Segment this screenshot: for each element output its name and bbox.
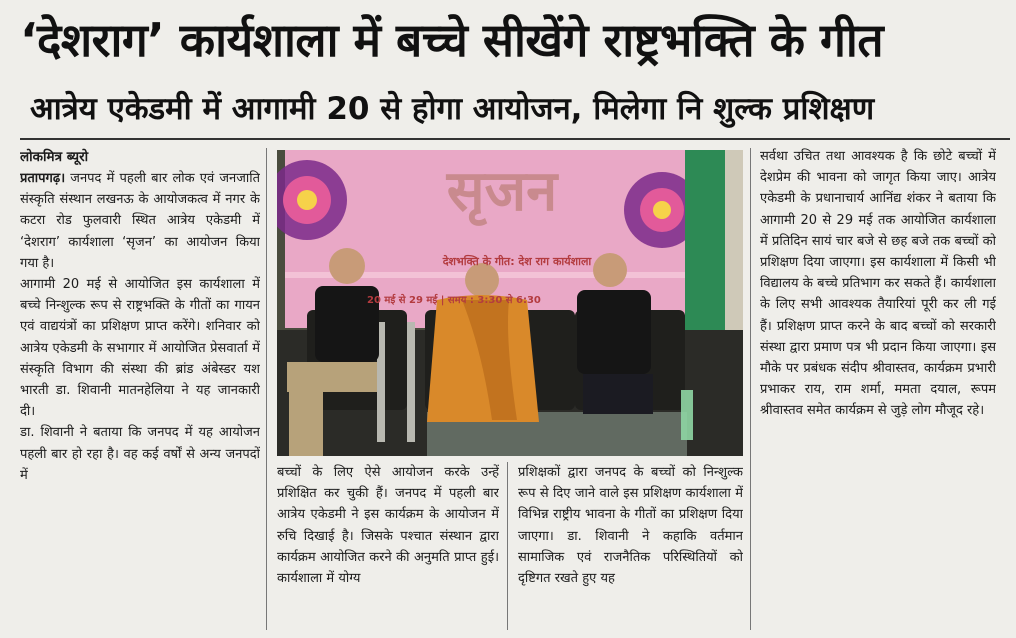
- paragraph-2: आगामी 20 मई से आयोजित इस कार्यशाला में बच्चे निन्शुल्क रूप से राष्ट्रभक्ति के गीतों का गायन एवं वाद्ययंत्रों का प्रशिक्षण प्राप्त करेंगे। शनिवार को आत्रेय एकेडमी के सभागार में आयोजित प्रेसवार्ता में संस्कृति विभाग की संस्था की ब्रांड अंबेस्डर यश भारती डा. शिवानी मातनहेलिया ने यह जानकारी दी।: [20, 277, 260, 420]
- column-2-text: बच्चों के लिए ऐसे आयोजन करके उन्हें प्रशिक्षित कर चुकी हैं। जनपद में पहली बार आत्रेय एकेडमी ने इस कार्यक्रम के आयोजन में रुचि दिखाई है। जिसके पश्चात संस्थान द्वारा कार्यक्रम आयोजित करने की अनुमति प्राप्त हुई। कार्यशाला में योग्य: [277, 465, 499, 587]
- banner-dates: 20 मई से 29 मई | समय : 3:30 से 6:30: [367, 295, 541, 306]
- subheadline: आत्रेय एकेडमी में आगामी 20 से होगा आयोजन, मिलेगा नि शुल्क प्रशिक्षण: [30, 91, 875, 127]
- paragraph-1: [20, 168, 260, 274]
- header-rule: [20, 138, 1010, 140]
- column-2: [277, 462, 499, 630]
- column-1: [20, 146, 260, 630]
- banner-subtitle: देशभक्ति के गीत: देश राग कार्यशाला: [442, 255, 592, 268]
- column-3-text: प्रशिक्षकों द्वारा जनपद के बच्चों को निन्शुल्क रूप से दिए जाने वाले इस प्रशिक्षण कार्यशाला में विभिन्न राष्ट्रीय भावना के गीतों का प्रशिक्षण दिया जाएगा। डा. शिवानी ने कहाकि वर्तमान सामाजिक एवं राजनैतिक परिस्थितियों को दृष्टिगत रखते हुए यह: [518, 465, 743, 587]
- column-divider: [266, 148, 267, 630]
- banner-title: सृजन: [446, 158, 558, 224]
- person-left-head: [329, 248, 365, 284]
- byline: लोकमित्र ब्यूरो: [20, 149, 89, 165]
- paragraph-1-text: जनपद में पहली बार लोक एवं जनजाति संस्कृति संस्थान लखनऊ के आयोजकत्व में नगर के कटरा रोड फुलवारी स्थित आत्रेय एकेडमी में ‘देशराग’ कार्यशाला ‘सृजन’ का आयोजन किया गया है।: [20, 171, 260, 271]
- headline: ‘देशराग’ कार्यशाला में बच्चे सीखेंगे राष्ट्रभक्ति के गीत: [20, 13, 884, 67]
- column-divider: [750, 148, 751, 630]
- dateline: प्रतापगढ़।: [20, 171, 66, 186]
- column-4: [760, 146, 996, 630]
- paragraph-3: डा. शिवानी ने बताया कि जनपद में यह आयोजन पहली बार हो रहा है। वह कई वर्षों से अन्य जनपदों में: [20, 425, 260, 483]
- column-divider: [507, 462, 508, 630]
- news-photo: [277, 150, 743, 456]
- column-4-text: सर्वथा उचित तथा आवश्यक है कि छोटे बच्चों में देशप्रेम की भावना को जागृत किया जाए। आत्रेय एकेडमी के प्रधानाचार्य आनिंद्य शंकर ने बताया कि आगामी 20 से 29 मई तक आयोजित कार्यशाला में प्रतिदिन सायं चार बजे से छह बजे तक बच्चों को प्रशिक्षण दिया जाएगा। इस कार्यशाला में किसी भी विद्यालय के बच्चे प्रतिभाग कर सकते हैं। कार्यशाला के लिए सभी आवश्यक तैयारियां पूरी कर ली गई हैं। प्रशिक्षण प्राप्त करने के बाद बच्चों को सरकारी संस्था द्वारा प्रमाण पत्र भी प्रदान किया जाएगा। इस मौके पर प्रबंधक संदीप श्रीवास्तव, कार्यक्रम प्रभारी प्रभाकर राय, राम शर्मा, ममता दयाल, रूपम श्रीवास्तव समेत कार्यक्रम से जुड़े लोग मौजूद रहे।: [760, 149, 996, 419]
- column-3: [518, 462, 743, 630]
